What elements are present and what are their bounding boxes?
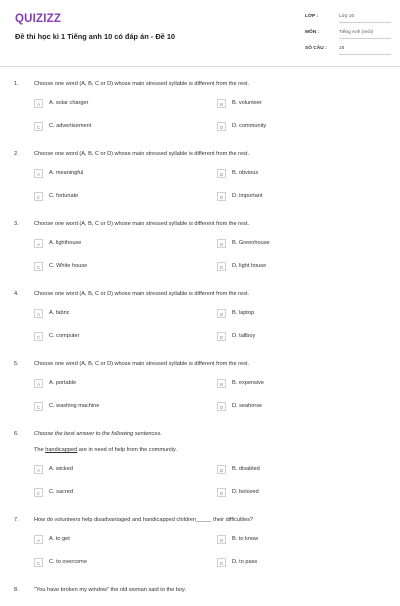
option-text: D. beloved [232,489,259,495]
question-text: Choose one word (A, B, C or D) whose main stressed syllable is different from the rest. [34,151,250,157]
option-text: D. community [232,123,267,129]
option-letter-box: C [34,122,43,131]
option-text: B. obvious [232,170,259,176]
meta-value: Lớp 10 [339,14,355,19]
question-number: 1. [14,81,19,87]
option-letter-box: D [217,488,226,497]
option-text: D. light house [232,263,267,269]
meta-block [305,12,395,60]
worksheet-header [0,0,400,67]
question-text: Choose one word (A, B, C or D) whose main stressed syllable is different from the rest. [34,81,250,87]
option-text: A. solar charger [49,100,89,106]
option-text: D. tallboy [232,333,256,339]
question-text: How do volunteers help disadvantaged and handicapped children_____ their difficulties? [34,517,254,523]
option-text: C. sacred [49,489,73,495]
option-letter-box: B [217,379,226,388]
option-letter-box: B [217,169,226,178]
sentence-end: are in need of help from the community. [77,447,177,453]
option-text: B. expensive [232,380,265,386]
question-number: 7. [14,517,19,523]
option-letter-box: D [217,332,226,341]
option-text: C. to overcome [49,559,87,565]
option-text: C. White house [49,263,88,269]
option-text: C. advertisement [49,123,92,129]
option-letter-box: B [217,535,226,544]
option-letter-box: B [217,465,226,474]
meta-value: 28 [339,46,345,51]
question-3 [0,210,400,280]
option-letter-box: A [34,239,43,248]
option-letter-box: D [217,402,226,411]
option-letter-box: D [217,192,226,201]
question-2 [0,140,400,210]
option-text: B. volunteer [232,100,262,106]
meta-label: SỐ CÂU : [305,46,327,51]
option-letter-box: A [34,99,43,108]
question-text: Choose one word (A, B, C or D) whose main stressed syllable is different from the rest. [34,291,250,297]
option-text: C. fortunate [49,193,79,199]
question-number: 8. [14,587,19,593]
question-1 [0,70,400,140]
option-letter-box: C [34,332,43,341]
option-text: A. wicked [49,466,73,472]
option-letter-box: A [34,535,43,544]
meta-label: MÔN : [305,30,320,35]
question-sentence [34,447,177,453]
meta-row-subject [305,28,395,44]
meta-value: Tiếng Anh (mới) [339,30,374,35]
option-letter-box: D [217,122,226,131]
option-letter-box: D [217,558,226,567]
option-text: C. computer [49,333,80,339]
question-list [0,70,400,606]
question-number: 6. [14,431,19,437]
option-text: B. laptop [232,310,255,316]
meta-underline [339,38,391,39]
question-4 [0,280,400,350]
question-5 [0,350,400,420]
option-letter-box: C [34,402,43,411]
option-text: B. to know [232,536,259,542]
question-number: 3. [14,221,19,227]
option-letter-box: B [217,99,226,108]
option-letter-box: C [34,488,43,497]
option-text: C. washing machine [49,403,100,409]
option-text: B. Greenhouse [232,240,270,246]
option-letter-box: A [34,169,43,178]
meta-row-count [305,44,395,60]
option-letter-box: C [34,558,43,567]
question-text: "You have broken my window" the old woman said to the boy. [34,587,186,593]
question-number: 2. [14,151,19,157]
option-letter-box: A [34,465,43,474]
sentence-start: The [34,447,46,453]
meta-label: LỚP : [305,14,319,19]
option-letter-box: B [217,239,226,248]
option-letter-box: A [34,379,43,388]
question-number: 5. [14,361,19,367]
option-text: A. meaningful [49,170,84,176]
option-letter-box: C [34,192,43,201]
question-text: Choose the best answer to the following sentences. [34,431,162,437]
quizizz-logo: QUIZIZZ [15,13,62,25]
underlined-word: handicapped [45,447,78,453]
question-number: 4. [14,291,19,297]
option-text: D. to pass [232,559,258,565]
option-letter-box: C [34,262,43,271]
option-text: A. lighthouse [49,240,82,246]
option-text: D. seahorse [232,403,263,409]
question-7 [0,506,400,576]
option-letter-box: B [217,309,226,318]
option-text: D. important [232,193,263,199]
option-text: A. fabric [49,310,70,316]
question-8 [0,576,400,606]
question-text: Choose one word (A, B, C or D) whose main stressed syllable is different from the rest. [34,361,250,367]
option-text: A. to get [49,536,70,542]
meta-underline [339,54,391,55]
meta-row-class [305,12,395,28]
document-title: Đề thi học kì 1 Tiếng anh 10 có đáp án - Đề 10 [15,32,176,41]
question-text: Choose one word (A, B, C or D) whose main stressed syllable is different from the rest. [34,221,250,227]
option-letter-box: D [217,262,226,271]
option-letter-box: A [34,309,43,318]
meta-underline [339,22,391,23]
option-text: B. disabled [232,466,260,472]
question-6 [0,420,400,506]
option-text: A. portable [49,380,77,386]
